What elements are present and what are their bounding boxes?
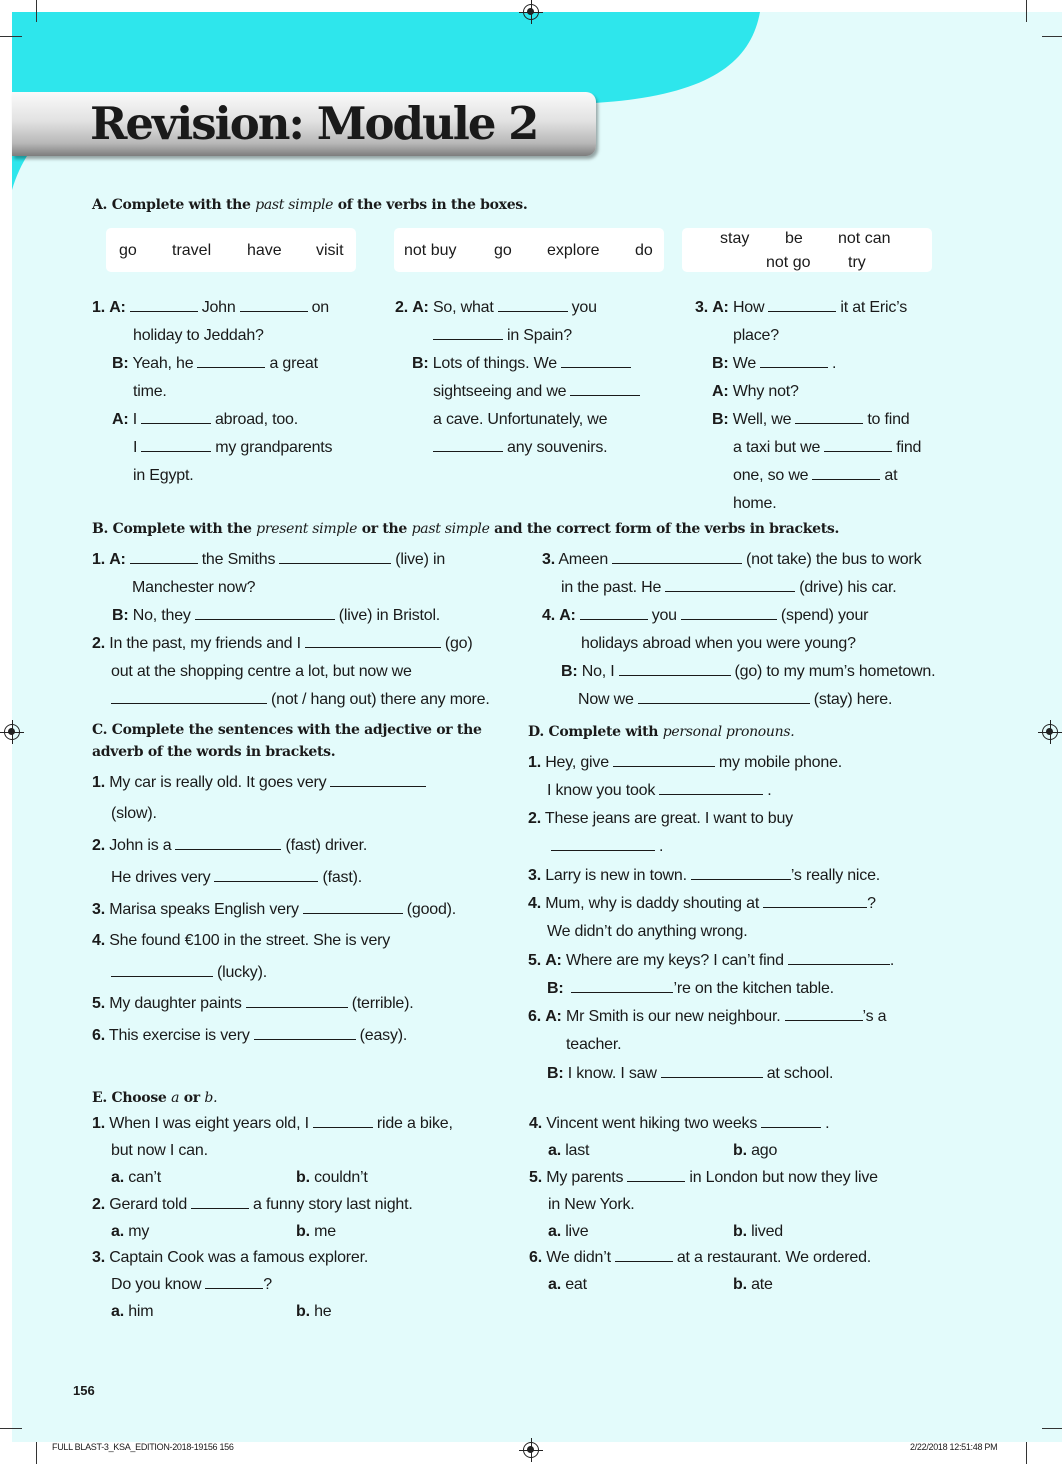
- exercise-line: B: No, they (live) in Bristol.: [112, 602, 440, 630]
- exercise-line: 2. John is a (fast) driver.: [92, 832, 367, 860]
- answer-blank[interactable]: [681, 604, 777, 620]
- exercise-line: 3. Marisa speaks English very (good).: [92, 896, 456, 924]
- answer-blank[interactable]: [785, 1005, 863, 1021]
- exercise-line: in New York.: [548, 1196, 635, 1213]
- print-footer-left: FULL BLAST-3_KSA_EDITION-2018-19156 156: [52, 1442, 234, 1452]
- answer-blank[interactable]: [824, 436, 892, 452]
- answer-blank[interactable]: [254, 1024, 356, 1040]
- exercise-line: 5. My parents in London but now they live: [529, 1164, 878, 1192]
- answer-blank[interactable]: [763, 892, 867, 908]
- answer-blank[interactable]: [111, 961, 213, 977]
- answer-blank[interactable]: [760, 352, 828, 368]
- exercise-line: I my grandparents: [133, 434, 332, 462]
- exercise-line: 1. A: John on: [92, 294, 329, 322]
- exercise-line: .: [551, 833, 663, 861]
- section-d-heading: D. Complete with personal pronouns.: [528, 724, 795, 740]
- exercise-line: A: I abroad, too.: [112, 406, 298, 434]
- answer-blank[interactable]: [570, 380, 640, 396]
- answer-blank[interactable]: [580, 604, 648, 620]
- option-line: a. can’t: [111, 1169, 162, 1186]
- answer-blank[interactable]: [195, 604, 335, 620]
- option-line: b. ago: [733, 1142, 778, 1159]
- exercise-line: out at the shopping centre a lot, but now we: [111, 663, 412, 680]
- answer-blank[interactable]: [175, 834, 281, 850]
- exercise-line: B: ’re on the kitchen table.: [547, 975, 834, 1003]
- verb-word: try: [848, 254, 866, 271]
- answer-blank[interactable]: [111, 688, 267, 704]
- answer-blank[interactable]: [768, 296, 836, 312]
- verb-word: be: [785, 230, 803, 247]
- exercise-line: holidays abroad when you were young?: [581, 635, 856, 652]
- exercise-line: a cave. Unfortunately, we: [433, 411, 608, 428]
- exercise-line: 2. A: So, what you: [395, 294, 597, 322]
- exercise-line: 6. We didn’t at a restaurant. We ordered.: [529, 1244, 871, 1272]
- answer-blank[interactable]: [433, 436, 503, 452]
- option-line: a. eat: [548, 1276, 587, 1293]
- verb-word: stay: [720, 230, 750, 247]
- exercise-line: 2. Gerard told a funny story last night.: [92, 1191, 413, 1219]
- option-line: a. him: [111, 1303, 154, 1320]
- exercise-line: (slow).: [111, 805, 157, 822]
- option-line: a. my: [111, 1223, 150, 1240]
- verb-word: not go: [766, 254, 811, 271]
- answer-blank[interactable]: [795, 408, 863, 424]
- exercise-line: holiday to Jeddah?: [133, 327, 264, 344]
- exercise-line: 3. Ameen (not take) the bus to work: [542, 546, 921, 574]
- exercise-line: Do you know ?: [111, 1271, 272, 1299]
- exercise-line: 6. This exercise is very (easy).: [92, 1022, 407, 1050]
- registration-mark-icon: [523, 4, 539, 20]
- verb-word: go: [494, 242, 512, 259]
- answer-blank[interactable]: [638, 688, 810, 704]
- crop-mark: [36, 1442, 37, 1464]
- answer-blank[interactable]: [761, 1112, 821, 1128]
- section-a-heading: A. Complete with the past simple of the verbs in the boxes.: [92, 197, 528, 213]
- answer-blank[interactable]: [498, 296, 568, 312]
- exercise-line: 1. When I was eight years old, I ride a bike,: [92, 1110, 453, 1138]
- answer-blank[interactable]: [619, 660, 731, 676]
- answer-blank[interactable]: [330, 771, 426, 787]
- page-number: 156: [73, 1383, 95, 1398]
- exercise-line: We didn’t do anything wrong.: [547, 923, 748, 940]
- verb-word: not buy: [404, 242, 457, 259]
- exercise-line: 4. Vincent went hiking two weeks .: [529, 1110, 829, 1138]
- answer-blank[interactable]: [433, 324, 503, 340]
- exercise-line: 4. A: you (spend) your: [542, 602, 868, 630]
- answer-blank[interactable]: [788, 949, 890, 965]
- answer-blank[interactable]: [313, 1112, 373, 1128]
- crop-mark: [1026, 0, 1027, 22]
- answer-blank[interactable]: [197, 352, 265, 368]
- answer-blank[interactable]: [246, 992, 348, 1008]
- exercise-line: 3. Captain Cook was a famous explorer.: [92, 1249, 369, 1266]
- exercise-line: 5. My daughter paints (terrible).: [92, 990, 414, 1018]
- answer-blank[interactable]: [613, 751, 715, 767]
- exercise-line: 1. Hey, give my mobile phone.: [528, 749, 842, 777]
- crop-mark: [1026, 1442, 1027, 1464]
- exercise-line: in the past. He (drive) his car.: [561, 574, 896, 602]
- answer-blank[interactable]: [303, 898, 403, 914]
- exercise-line: Manchester now?: [132, 579, 256, 596]
- page-title: Revision: Module 2: [90, 97, 538, 150]
- exercise-line: 2. In the past, my friends and I (go): [92, 630, 473, 658]
- exercise-line: B: I know. I saw at school.: [547, 1060, 833, 1088]
- option-b[interactable]: he: [314, 1303, 332, 1320]
- option-line: b. me: [296, 1223, 336, 1240]
- exercise-line: 3. Larry is new in town. ’s really nice.: [528, 862, 880, 890]
- exercise-line: A: Why not?: [712, 383, 799, 400]
- option-a[interactable]: can’t: [128, 1169, 162, 1186]
- section-e-heading: E. Choose a or b.: [92, 1090, 218, 1106]
- answer-blank[interactable]: [691, 864, 791, 880]
- exercise-line: home.: [733, 495, 777, 512]
- option-a[interactable]: live: [565, 1223, 589, 1240]
- option-line: b. ate: [733, 1276, 773, 1293]
- exercise-line: B: Lots of things. We: [412, 350, 635, 378]
- verb-word: go: [119, 242, 137, 259]
- option-line: a. last: [548, 1142, 590, 1159]
- answer-blank[interactable]: [205, 1273, 263, 1289]
- crop-mark: [1042, 36, 1062, 37]
- crop-mark: [1042, 1428, 1062, 1429]
- option-line: b. he: [296, 1303, 332, 1320]
- exercise-line: Now we (stay) here.: [578, 686, 892, 714]
- answer-blank[interactable]: [279, 548, 391, 564]
- exercise-line: one, so we at: [733, 462, 897, 490]
- answer-blank[interactable]: [571, 977, 673, 993]
- exercise-line: in Spain?: [433, 322, 572, 350]
- answer-blank[interactable]: [627, 1166, 685, 1182]
- answer-blank[interactable]: [615, 1246, 673, 1262]
- exercise-line: 5. A: Where are my keys? I can’t find .: [528, 947, 894, 975]
- answer-blank[interactable]: [141, 408, 211, 424]
- option-b[interactable]: ago: [751, 1142, 778, 1159]
- option-b[interactable]: ate: [751, 1276, 773, 1293]
- verb-word: travel: [172, 242, 212, 259]
- crop-mark: [0, 36, 22, 37]
- print-footer-right: 2/22/2018 12:51:48 PM: [910, 1442, 998, 1452]
- exercise-line: 2. These jeans are great. I want to buy: [528, 810, 793, 827]
- exercise-line: 1. A: the Smiths (live) in: [92, 546, 445, 574]
- exercise-line: in Egypt.: [133, 467, 194, 484]
- answer-blank[interactable]: [812, 464, 880, 480]
- exercise-line: 4. She found €100 in the street. She is very: [92, 932, 391, 949]
- exercise-line: B: Well, we to find: [712, 406, 910, 434]
- exercise-line: 3. A: How it at Eric’s: [695, 294, 907, 322]
- exercise-line: He drives very (fast).: [111, 864, 362, 892]
- exercise-line: 1. My car is really old. It goes very: [92, 769, 430, 797]
- exercise-line: (not / hang out) there any more.: [111, 686, 490, 714]
- verb-word: have: [247, 242, 282, 259]
- exercise-line: place?: [733, 327, 779, 344]
- option-line: a. live: [548, 1223, 589, 1240]
- answer-blank[interactable]: [661, 1062, 763, 1078]
- option-b[interactable]: lived: [751, 1223, 783, 1240]
- option-b[interactable]: couldn’t: [314, 1169, 368, 1186]
- crop-mark: [36, 0, 37, 22]
- answer-blank[interactable]: [612, 548, 742, 564]
- exercise-line: but now I can.: [111, 1142, 208, 1159]
- answer-blank[interactable]: [551, 835, 655, 851]
- verb-word: explore: [547, 242, 600, 259]
- answer-blank[interactable]: [141, 436, 211, 452]
- option-line: b. lived: [733, 1223, 783, 1240]
- exercise-line: sightseeing and we: [433, 378, 644, 406]
- answer-blank[interactable]: [191, 1193, 249, 1209]
- exercise-line: B: We .: [712, 350, 836, 378]
- option-a[interactable]: my: [128, 1223, 150, 1240]
- section-b-heading: B. Complete with the present simple or the past simple and the correct form of the verbs in brackets.: [92, 521, 840, 537]
- exercise-line: teacher.: [566, 1036, 622, 1053]
- answer-blank[interactable]: [665, 576, 795, 592]
- exercise-line: 4. Mum, why is daddy shouting at ?: [528, 890, 876, 918]
- answer-blank[interactable]: [130, 296, 198, 312]
- registration-mark-icon: [1042, 724, 1058, 740]
- exercise-line: any souvenirs.: [433, 434, 607, 462]
- exercise-line: (lucky).: [111, 959, 267, 987]
- section-c-heading: C. Complete the sentences with the adjective or the adverb of the words in brackets.: [92, 722, 482, 760]
- option-a[interactable]: last: [565, 1142, 590, 1159]
- registration-mark-icon: [523, 1442, 539, 1458]
- option-a[interactable]: eat: [565, 1276, 587, 1293]
- exercise-line: B: No, I (go) to my mum’s hometown.: [561, 658, 935, 686]
- registration-mark-icon: [4, 724, 20, 740]
- answer-blank[interactable]: [659, 779, 763, 795]
- option-b[interactable]: me: [314, 1223, 336, 1240]
- verb-word: not can: [838, 230, 891, 247]
- answer-blank[interactable]: [240, 296, 308, 312]
- verb-word: visit: [316, 242, 344, 259]
- exercise-line: time.: [133, 383, 167, 400]
- answer-blank[interactable]: [305, 632, 441, 648]
- exercise-line: I know you took .: [547, 777, 771, 805]
- crop-mark: [0, 1428, 22, 1429]
- verb-word: do: [635, 242, 653, 259]
- answer-blank[interactable]: [561, 352, 631, 368]
- option-a[interactable]: him: [128, 1303, 154, 1320]
- exercise-line: 6. A: Mr Smith is our new neighbour. ’s a: [528, 1003, 886, 1031]
- exercise-line: B: Yeah, he a great: [112, 350, 318, 378]
- option-line: b. couldn’t: [296, 1169, 368, 1186]
- answer-blank[interactable]: [130, 548, 198, 564]
- exercise-line: a taxi but we find: [733, 434, 921, 462]
- answer-blank[interactable]: [214, 866, 318, 882]
